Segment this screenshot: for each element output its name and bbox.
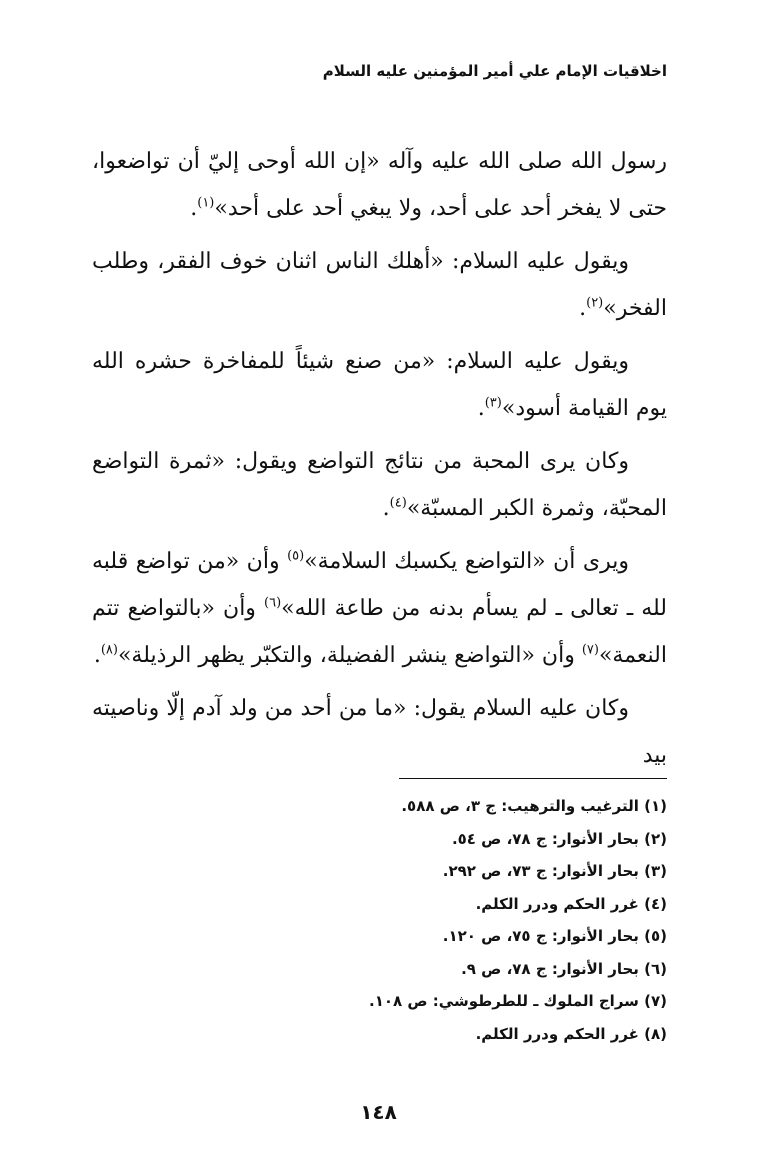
footnote-ref: (٨) — [100, 642, 118, 658]
footnote-6: (٦) بحار الأنوار: ج ٧٨، ص ٩. — [461, 959, 667, 978]
paragraph-4 — [92, 438, 667, 532]
paragraph-end: . — [190, 196, 198, 221]
footnote-8: (٨) غرر الحكم ودرر الكلم. — [475, 1024, 667, 1043]
paragraph-1 — [92, 138, 667, 232]
paragraph-text: وكان عليه السلام يقول: «ما من أحد من ولد آدم إلّا وناصيته بيد — [92, 696, 667, 768]
paragraph-text: وكان يرى المحبة من نتائج التواضع ويقول: «ثمرة التواضع المحبّة، وثمرة الكبر المسبّة» — [92, 449, 667, 521]
paragraph-end: . — [382, 496, 390, 521]
paragraph-5 — [92, 538, 667, 679]
paragraph-text: ويقول عليه السلام: «أهلك الناس اثنان خوف الفقر، وطلب الفخر» — [92, 249, 667, 321]
body-text — [92, 138, 667, 785]
footnote-5: (٥) بحار الأنوار: ج ٧٥، ص ١٢٠. — [442, 927, 667, 945]
paragraph-3 — [92, 338, 667, 432]
footnote-ref: (٥) — [287, 548, 305, 564]
footnote-ref: (٧) — [581, 642, 599, 658]
footnote-ref: (١) — [197, 195, 215, 211]
running-header — [87, 62, 667, 80]
paragraph-text: وأن «من تواضع قلبه لله ـ تعالى ـ لم يسأم بدنه من طاعة الله» — [92, 549, 667, 621]
footnote-ref: (٤) — [389, 495, 407, 511]
footnote-7: (٧) سراج الملوك ـ للطرطوشي: ص ١٠٨. — [369, 992, 667, 1010]
paragraph-text: ويقول عليه السلام: «من صنع شيئاً للمفاخرة حشره الله يوم القيامة أسود» — [92, 349, 667, 421]
footnote-ref: (٣) — [484, 395, 502, 411]
paragraph-end: . — [477, 396, 485, 421]
footnote-ref: (٢) — [586, 295, 604, 311]
footnote-3: (٣) بحار الأنوار: ج ٧٣، ص ٢٩٢. — [442, 862, 667, 880]
footnote-4: (٤) غرر الحكم ودرر الكلم. — [475, 894, 667, 913]
paragraph-text: ويرى أن «التواضع يكسبك السلامة» — [304, 549, 629, 574]
paragraph-end: . — [579, 296, 587, 321]
footnotes — [92, 790, 667, 1050]
paragraph-text: وأن «التواضع ينشر الفضيلة، والتكبّر يظهر الرذيلة» — [117, 643, 582, 668]
footnote-divider — [399, 778, 667, 779]
footnote-ref: (٦) — [264, 595, 282, 611]
running-title: اخلاقيات الإمام علي أمير المؤمنين عليه السلام — [322, 62, 667, 80]
paragraph-text: رسول الله صلى الله عليه وآله «إن الله أوحى إليّ أن تواضعوا، حتى لا يفخر أحد على أحد، ولا يبغي أحد على أحد» — [92, 149, 667, 221]
paragraph-2 — [92, 238, 667, 332]
paragraph-text: وأن «بالتواضع تتم النعمة» — [92, 596, 667, 668]
footnote-2: (٢) بحار الأنوار: ج ٧٨، ص ٥٤. — [451, 829, 667, 848]
paragraph-6 — [92, 685, 667, 779]
page-number: ١٤٨ — [360, 1100, 397, 1124]
footnote-1: (١) الترغيب والترهيب: ج ٣، ص ٥٨٨. — [401, 797, 667, 815]
paragraph-end: . — [93, 643, 101, 668]
